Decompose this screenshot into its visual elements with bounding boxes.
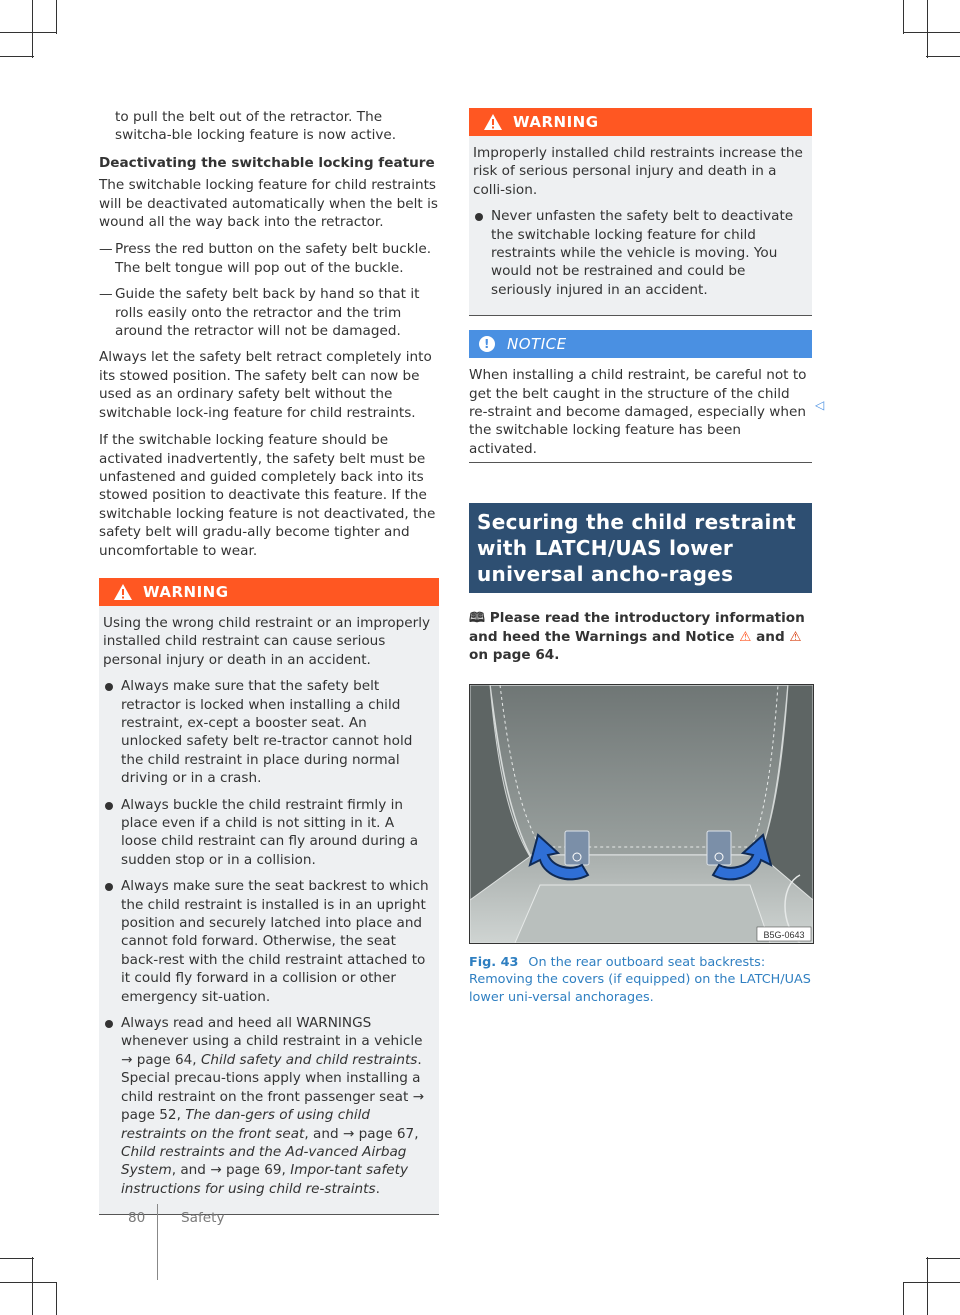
warning-label: WARNING — [143, 582, 229, 601]
bullet-text: Never unfasten the safety belt to deactivate the switchable locking feature for child restraints while the vehicle is moving. You would not be restrained and could be seriously injured in an accident. — [491, 208, 794, 298]
crop-mark — [904, 32, 960, 33]
text-run: . Special precau-tions apply when installing a child restraint on the front passenger seat — [121, 1051, 422, 1105]
page-ref-link[interactable]: page 52, — [121, 1107, 186, 1124]
crop-mark — [32, 0, 33, 58]
notice-box — [469, 330, 812, 463]
ref-title: Child safety and child restraints — [200, 1051, 418, 1068]
page-number: 80 — [128, 1210, 146, 1226]
notice-body: When installing a child restraint, be careful not to get the belt caught in the structure of the child re-straint and become damaged, especially when the switchable locking feature has been activated. — [469, 367, 807, 457]
notice-header — [469, 330, 812, 358]
crop-mark — [0, 1282, 56, 1283]
list-item — [99, 240, 439, 277]
list-item — [103, 877, 431, 1006]
continued-text: to pull the belt out of the retractor. The switcha-ble locking feature is now active. — [115, 109, 397, 144]
warning-triangle-icon — [483, 113, 503, 131]
warning-box — [469, 108, 812, 316]
paragraph: The switchable locking feature for child restraints will be deactivated automatically when the belt is wound all the way back into the retractor. — [99, 177, 438, 231]
crop-mark — [903, 0, 904, 34]
book-icon: 🕮 — [469, 610, 490, 627]
figure-label: Fig. 43 — [469, 954, 519, 970]
arrow-right-icon: → — [210, 1162, 226, 1179]
page-ref-link[interactable]: page 64, — [136, 1051, 201, 1068]
text-run: Please read the introductory information and heed the Warnings and Notice — [469, 610, 805, 645]
paragraph: Always let the safety belt retract completely into its stowed position. The safety belt can now be used as an ordinary safety belt without the switchable lock-ing feature for child restraints. — [99, 349, 432, 421]
notice-label: NOTICE — [507, 335, 567, 354]
list-item — [99, 285, 439, 340]
crop-mark — [926, 56, 960, 57]
bullet-icon — [105, 802, 113, 810]
list-item — [103, 677, 431, 787]
crop-mark — [56, 0, 57, 34]
warning-triangle-icon: ⚠ — [739, 628, 752, 645]
bullet-text: Always make sure the seat backrest to which the child restraint is installed is in an upright position and securely latched into place and cannot fold forward. Otherwise, the seat back-rest with the child restraint attached to it could fly forward in a collision or other emergency sit-uation. — [121, 878, 429, 1005]
warning-header — [469, 108, 812, 136]
warning-box — [99, 578, 439, 1215]
list-item — [103, 796, 431, 870]
warning-triangle-icon — [113, 583, 133, 601]
figure-code: B5G-0643 — [763, 929, 805, 940]
text-run: on page 64. — [469, 647, 560, 664]
bullet-icon — [475, 213, 483, 221]
footer-section: Safety — [181, 1210, 225, 1226]
page-ref-link[interactable]: page 69, — [225, 1162, 291, 1179]
crop-mark — [904, 1282, 960, 1283]
figure-caption — [469, 954, 812, 1007]
bullet-text — [121, 1015, 424, 1197]
crop-mark — [927, 0, 928, 58]
warning-header — [99, 578, 439, 606]
crop-mark — [32, 1257, 33, 1315]
ref-title: Impor-tant safety instructions for using child re-straints — [121, 1162, 408, 1197]
list-item-text: Press the red button on the safety belt buckle. The belt tongue will pop out of the buckle. — [115, 241, 432, 276]
dash-icon: — — [99, 241, 113, 258]
dash-icon: — — [99, 286, 113, 303]
bullet-text: Always buckle the child restraint firmly in place even if a child is not sitting in it. A loose child restraint can fly around during a sudden stop or in a collision. — [121, 796, 419, 868]
footer-divider — [157, 1204, 158, 1280]
crop-mark — [927, 1257, 928, 1315]
crop-mark — [0, 56, 34, 57]
text-run: , and — [304, 1125, 343, 1142]
section-heading: Deactivating the switchable locking feature — [99, 154, 435, 171]
list-item-text: Guide the safety belt back by hand so that it rolls easily onto the retractor and the trim around the retractor will not be damaged. — [115, 286, 420, 340]
left-column — [99, 108, 439, 1215]
bullet-text: Always make sure that the safety belt retractor is locked when installing a child restraint, ex-cept a booster seat. An unlocked safety belt re-tractor cannot hold the child restraint in place during normal driving or in a crash. — [121, 678, 413, 787]
crop-mark — [926, 1258, 960, 1259]
seat-illustration — [470, 685, 813, 943]
page-ref-link[interactable]: page 67, — [358, 1125, 419, 1142]
ref-title: Child restraints and the Ad-vanced Airbag System — [121, 1143, 407, 1179]
right-column — [469, 108, 825, 1006]
arrow-right-icon: → — [342, 1125, 359, 1142]
warning-body — [469, 136, 812, 315]
text-run: Always read and heed all WARNINGS whenever using a child restraint in a vehicle — [121, 1015, 423, 1050]
text-run: . — [375, 1180, 380, 1197]
figure-caption-text: On the rear outboard seat backrests: Removing the covers (if equipped) on the LATCH/UAS lower uni-versal anchorages. — [469, 954, 811, 1005]
figure-image — [469, 684, 814, 944]
ref-title: The dan-gers of using child restraints on the front seat — [121, 1107, 371, 1142]
info-icon: ! — [479, 336, 495, 352]
end-of-section-icon: ◁ — [815, 398, 825, 412]
crop-mark — [56, 1282, 57, 1315]
list-item — [473, 207, 804, 299]
intro-text — [469, 609, 812, 664]
text-run: and — [751, 628, 790, 645]
section-title: Securing the child restraint with LATCH/UAS lower universal ancho-rages — [469, 503, 812, 593]
paragraph: If the switchable locking feature should be activated inadvertently, the safety belt must be unfastened and guided completely back into its stowed position to deactivate this feature. If the switchable locking feature is not deactivated, the safety belt will gradu-ally become tighter and uncomfortable to wear. — [99, 432, 436, 559]
warning-body — [99, 606, 439, 1214]
arrow-right-icon: → — [412, 1088, 424, 1105]
bullet-icon — [105, 1020, 113, 1028]
list-item — [103, 1014, 431, 1198]
warning-triangle-icon: ⚠ — [789, 628, 802, 645]
bullet-icon — [105, 683, 113, 691]
bullet-icon — [105, 883, 113, 891]
text-run: , and — [171, 1162, 211, 1179]
arrow-right-icon: → — [121, 1051, 137, 1068]
crop-mark — [0, 32, 56, 33]
warning-intro: Using the wrong child restraint or an improperly installed child restraint can cause serious personal injury or death in an accident. — [103, 614, 431, 668]
warning-label: WARNING — [513, 112, 599, 131]
warning-intro: Improperly installed child restraints increase the risk of serious personal injury and death in a colli-sion. — [473, 145, 803, 198]
crop-mark — [0, 1258, 34, 1259]
crop-mark — [903, 1282, 904, 1315]
